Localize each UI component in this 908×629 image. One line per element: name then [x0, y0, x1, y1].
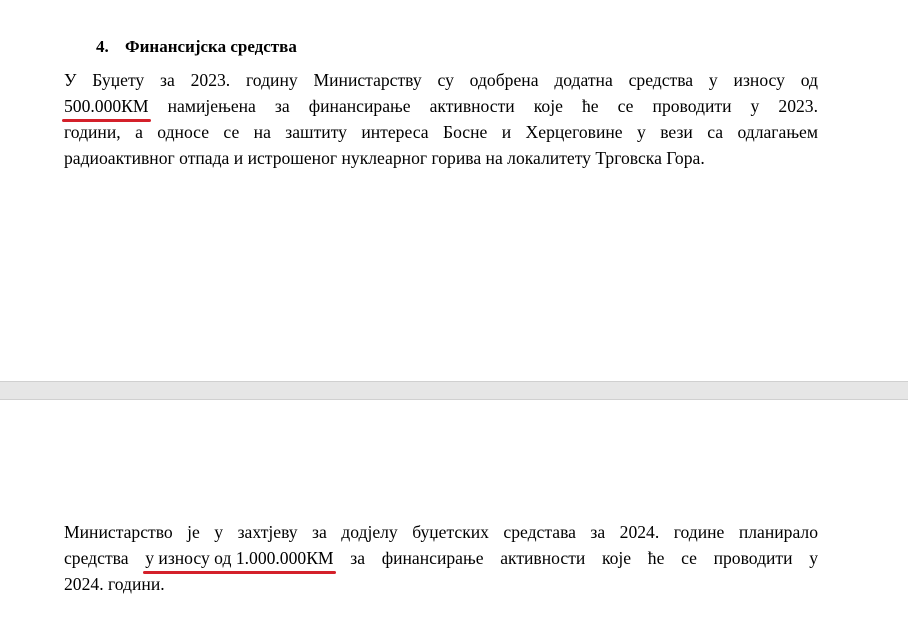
section-heading [96, 36, 297, 58]
paragraph-text: за финансирање активности које ће се проводити у [333, 548, 819, 568]
section-title: Финансијска средства [125, 37, 297, 56]
budget-2023-paragraph [64, 67, 818, 171]
budget-2024-paragraph [64, 519, 818, 597]
amount-2023-underlined: 500.000КМ [64, 93, 149, 119]
paragraph-line [64, 545, 818, 571]
paragraph-line: радиоактивног отпада и истрошеног нуклеарног горива на локалитету Трговска Гора. [64, 148, 705, 168]
paragraph-line [64, 93, 818, 119]
paragraph-text: намијењена за финансирање активности које ће се проводити у 2023. [148, 96, 818, 116]
paragraph-text: средства [64, 548, 146, 568]
page-break-separator [0, 381, 908, 400]
paragraph-line: години, а односе се на заштиту интереса Босне и Херцеговине у вези са одлагањем [64, 122, 818, 142]
paragraph-line: У Буџету за 2023. годину Министарству су одобрена додатна средства у износу од [64, 70, 818, 90]
document-page-2 [0, 400, 908, 629]
amount-2024-underlined: у износу од 1.000.000КМ [145, 545, 333, 571]
paragraph-line: Министарство је у захтјеву за додјелу буџетских средстава за 2024. године планирало [64, 522, 818, 542]
paragraph-line: 2024. години. [64, 574, 165, 594]
section-number: 4. [96, 37, 109, 56]
